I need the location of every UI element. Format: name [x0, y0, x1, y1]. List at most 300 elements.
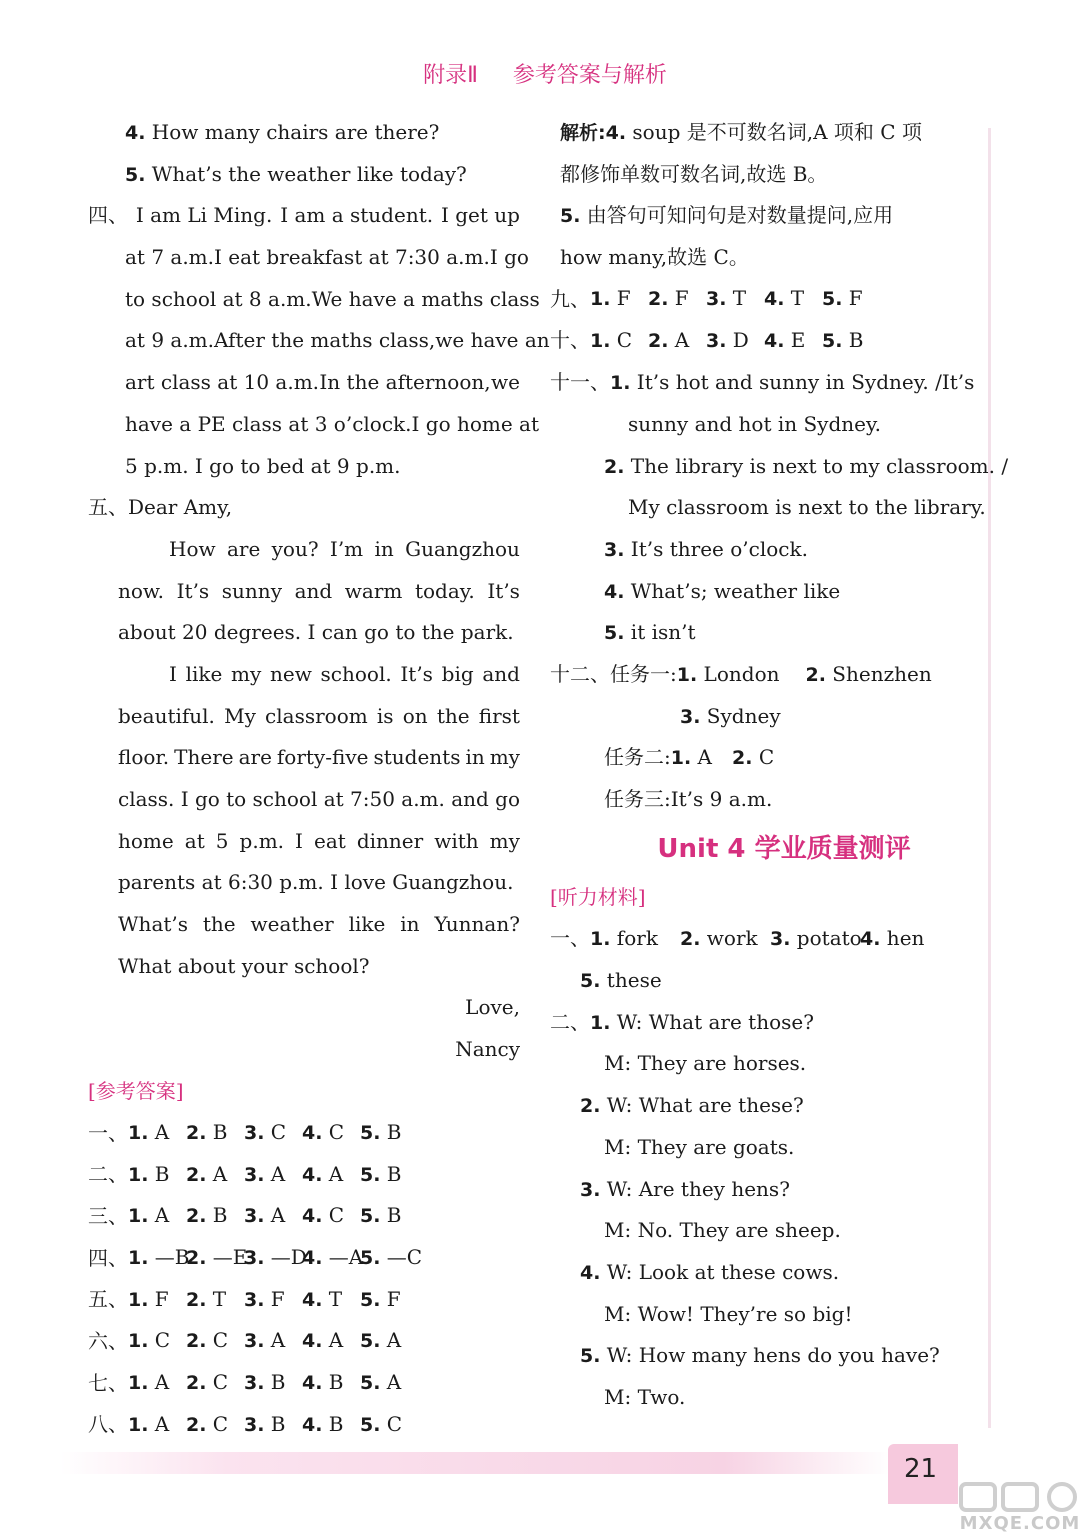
answer-item: [302, 1154, 360, 1197]
item-number: 2.: [186, 1247, 207, 1270]
answer-item: [590, 278, 648, 321]
item-number: 2.: [732, 747, 753, 770]
item-answer: F: [842, 286, 863, 311]
answer-row: [88, 1404, 520, 1446]
item-number: 3.: [770, 927, 791, 950]
item-number: 5.: [360, 1163, 381, 1186]
word: and: [482, 661, 520, 686]
item-number: 4.: [302, 1413, 323, 1436]
item-answer: B: [322, 1370, 344, 1395]
word: p.m.: [239, 828, 285, 853]
item-number: 1.: [128, 1372, 149, 1395]
answer-item: [186, 1362, 244, 1405]
passage-line: [88, 237, 529, 279]
item-number: 4.: [302, 1372, 323, 1395]
item-number: 5.: [822, 288, 843, 311]
answer-item: [360, 1112, 418, 1155]
answer-item: [590, 918, 680, 961]
item-number: 4.: [580, 1261, 601, 1284]
answer-item: [860, 918, 950, 961]
answer-item: [360, 1404, 418, 1447]
answer-line: [550, 571, 978, 613]
answer-item: [128, 1362, 186, 1405]
passage-line: [88, 404, 540, 446]
item-answer: F: [380, 1286, 401, 1311]
answer-line: [550, 529, 978, 571]
line-text: The library is next to my classroom. /: [624, 453, 1009, 478]
word: I go home at: [411, 411, 540, 436]
answer-item: [186, 1112, 244, 1155]
answer-item: [706, 278, 764, 321]
answer-item: [244, 1404, 302, 1447]
word: with: [434, 828, 479, 853]
answer-item: [302, 1279, 360, 1322]
item-answer: T: [726, 286, 747, 311]
item-answer: C: [264, 1120, 287, 1144]
letter-line: [88, 779, 520, 821]
word: I: [169, 661, 177, 686]
word: I eat breakfast at 7:30 a.m.: [214, 245, 490, 270]
word: In the afternoon,: [319, 370, 491, 395]
item-answer: T: [322, 1286, 343, 1311]
item-answer: A: [380, 1370, 402, 1395]
item-number: 5.: [560, 205, 581, 228]
section-marker: 九、: [550, 286, 590, 311]
item-answer: B: [148, 1161, 170, 1186]
section-marker: 六、: [88, 1328, 128, 1353]
answer-line: 任务三:It’s 9 a.m.: [604, 787, 773, 811]
letter-line: [88, 737, 520, 779]
page-header: [0, 58, 1090, 89]
item-number: 4.: [604, 580, 625, 603]
item-answer: A: [148, 1411, 170, 1436]
watermark-glyph-icon: [1042, 1481, 1082, 1513]
word: are: [226, 536, 261, 561]
line-text: it isn’t: [624, 620, 696, 645]
answer-line: [550, 362, 978, 404]
word: my: [489, 828, 520, 853]
answer-item: [186, 1279, 244, 1322]
line-text: 由答句可知问句是对数量提问,应用: [580, 203, 894, 228]
answer-row: [88, 1154, 520, 1196]
section-marker: 一、: [550, 926, 590, 951]
item-answer: T: [784, 286, 805, 311]
item-number: 1.: [128, 1288, 149, 1311]
item-answer: —D: [264, 1245, 307, 1270]
answer-line: sunny and hot in Sydney.: [628, 411, 881, 436]
item-number: 5.: [580, 970, 601, 993]
word: It’s: [400, 661, 433, 686]
word: I get up: [440, 203, 520, 228]
section-marker: 十一、: [550, 370, 610, 395]
answer-row: [88, 1279, 520, 1321]
word: class.: [118, 787, 175, 811]
script-line: [550, 1085, 978, 1127]
item-number: 5.: [360, 1372, 381, 1395]
word: floor.: [118, 745, 170, 770]
passage-line: 5 p.m. I go to bed at 9 p.m.: [125, 453, 401, 478]
word: my: [489, 745, 520, 770]
answer-row: [88, 1196, 520, 1238]
item-number: 3.: [244, 1205, 265, 1228]
explanation-line: [550, 195, 978, 237]
word: to: [226, 787, 247, 811]
word: my: [231, 661, 262, 686]
section-marker: 八、: [88, 1412, 128, 1437]
watermark-logo: [958, 1481, 1082, 1513]
line-text: W: Look at these cows.: [600, 1259, 840, 1284]
item-number: 4.: [860, 927, 881, 950]
section-marker: 二、: [550, 1009, 590, 1034]
answer-item: [360, 1279, 418, 1322]
answer-item: [360, 1195, 418, 1238]
item-answer: C: [206, 1411, 229, 1436]
item-number: 2.: [186, 1205, 207, 1228]
word: forty-five: [276, 745, 369, 770]
header-section-title: 参考答案与解析: [512, 63, 667, 88]
word: we have an: [435, 328, 550, 353]
answer-row: [88, 1321, 520, 1363]
item-answer: C: [148, 1328, 171, 1353]
answer-item: [128, 1279, 186, 1322]
item-number: 5.: [360, 1288, 381, 1311]
letter-line: [88, 904, 520, 946]
word: have a PE class at 3 o’clock.: [125, 411, 412, 436]
explanation-line: [550, 112, 978, 154]
item-answer: A: [691, 745, 713, 770]
left-column: [88, 112, 550, 1446]
word: at 9 a.m.: [125, 328, 215, 353]
answer-item: [302, 1237, 364, 1280]
answer-key-list: [88, 1113, 520, 1447]
item-number: 4.: [302, 1205, 323, 1228]
passage-line: [88, 195, 520, 237]
item-number: 1.: [590, 288, 611, 311]
explanation-line: 都修饰单数可数名词,故选 B。: [560, 161, 828, 186]
item-answer: B: [380, 1203, 402, 1228]
word: on: [402, 703, 428, 728]
item-number: 1.: [128, 1122, 149, 1144]
passage-line: [88, 279, 540, 321]
item-number: 5.: [822, 329, 843, 352]
answer-item: [706, 320, 764, 363]
script-line: M: They are goats.: [604, 1134, 795, 1159]
question-line: [88, 154, 520, 196]
word: go: [194, 787, 220, 811]
answer-item: [128, 1404, 186, 1447]
item-number: 3.: [244, 1122, 265, 1144]
section-marker: 十二、: [550, 661, 610, 686]
word: go: [495, 787, 520, 811]
item-answer: B: [380, 1161, 402, 1186]
word: Guangzhou: [405, 536, 520, 561]
answer-line: [550, 654, 978, 696]
line-text: Sydney: [700, 703, 781, 728]
answer-item: [186, 1404, 244, 1447]
explanation-label: 解析:: [560, 122, 606, 144]
item-number: 4.: [302, 1288, 323, 1311]
item-number: 1.: [590, 1011, 611, 1034]
item-number: 5.: [360, 1122, 381, 1144]
item-answer: London: [697, 661, 780, 686]
answer-row: [550, 320, 978, 362]
item-answer: fork: [610, 925, 658, 950]
item-number: 2.: [186, 1413, 207, 1436]
answer-item: [590, 320, 648, 363]
item-number: 3.: [706, 288, 727, 311]
answer-line: [550, 446, 1009, 488]
item-answer: B: [206, 1120, 228, 1144]
item-number: 4.: [302, 1122, 323, 1144]
item-number: 2.: [186, 1163, 207, 1186]
item-number: 2.: [648, 329, 669, 352]
item-number: 5.: [604, 622, 625, 645]
section-marker: 四、: [88, 1245, 128, 1270]
word: like: [185, 661, 223, 686]
word: home: [118, 828, 174, 853]
answer-item: [244, 1195, 302, 1238]
item-answer: —C: [380, 1245, 423, 1270]
item-answer: B: [264, 1411, 286, 1436]
line-text: W: Are they hens?: [600, 1176, 790, 1201]
footer-band: [60, 1452, 890, 1474]
task-label: 任务一:: [610, 661, 677, 686]
word: I go: [489, 245, 529, 270]
section-marker: 二、: [88, 1162, 128, 1187]
item-number: 3.: [604, 538, 625, 561]
item-answer: —B: [148, 1245, 190, 1270]
item-answer: A: [148, 1120, 170, 1144]
item-number: 2.: [805, 663, 826, 686]
item-number: 1.: [670, 747, 692, 770]
answer-item: [244, 1237, 307, 1280]
item-number: 5.: [125, 163, 146, 186]
line-text: What’s the weather like today?: [145, 161, 467, 186]
word: is: [376, 703, 394, 728]
item-answer: A: [322, 1161, 344, 1186]
item-number: 1.: [590, 927, 611, 950]
word: the: [436, 703, 470, 728]
watermark-glyph-icon: [1000, 1481, 1040, 1513]
answer-item: [244, 1362, 302, 1405]
word: now.: [118, 578, 165, 603]
word: 5: [215, 828, 229, 853]
word: sunny: [221, 578, 282, 603]
letter-line: about 20 degrees. I can go to the park.: [118, 620, 514, 645]
answer-item: [128, 1237, 190, 1280]
script-line: M: No. They are sheep.: [604, 1218, 841, 1243]
item-number: 5.: [360, 1205, 381, 1228]
item-answer: A: [206, 1161, 228, 1186]
word: After the maths class,: [214, 328, 436, 353]
line-text: these: [600, 968, 662, 993]
answer-item: [302, 1362, 360, 1405]
listening-heading: [550, 877, 978, 919]
line-text: How many chairs are there?: [145, 120, 440, 144]
word: art class at 10 a.m.: [125, 370, 320, 395]
line-text: W: How many hens do you have?: [600, 1343, 940, 1368]
item-answer: hen: [880, 925, 925, 950]
item-number: 4.: [302, 1247, 323, 1270]
word: weather: [250, 912, 334, 937]
item-number: 5.: [360, 1330, 381, 1353]
script-line: [550, 1252, 978, 1294]
word: I: [295, 828, 303, 853]
answer-item: [770, 918, 860, 961]
item-answer: —A: [322, 1245, 364, 1270]
word: and: [294, 578, 333, 603]
item-answer: C: [322, 1120, 345, 1144]
word: school.: [320, 661, 392, 686]
word: eat: [313, 828, 346, 853]
answer-line: My classroom is next to the library.: [628, 495, 986, 520]
word: we: [491, 370, 520, 395]
answer-line: [550, 737, 978, 779]
answer-item: [128, 1320, 186, 1363]
item-answer: A: [264, 1203, 286, 1228]
word: school: [252, 787, 318, 811]
word: warm: [344, 578, 403, 603]
answer-item: [244, 1154, 302, 1197]
answer-key-label: [参考答案]: [88, 1078, 184, 1103]
item-number: 3.: [680, 705, 701, 728]
unit-title: Unit 4 学业质量测评: [657, 833, 911, 864]
answer-row: [88, 1113, 520, 1155]
word: you?: [271, 536, 319, 561]
item-answer: A: [322, 1328, 344, 1353]
item-number: 3.: [244, 1247, 265, 1270]
word: 7:50 a.m.: [350, 787, 445, 811]
item-number: 4.: [605, 122, 627, 144]
item-answer: F: [610, 286, 631, 311]
item-answer: E: [784, 327, 806, 352]
word: and: [451, 787, 489, 811]
item-answer: —E: [206, 1245, 248, 1270]
word: dinner: [356, 828, 424, 853]
answer-key-heading: [88, 1071, 520, 1113]
item-answer: A: [668, 327, 690, 352]
section-marker: 一、: [88, 1120, 128, 1145]
item-answer: B: [322, 1411, 344, 1436]
word: in: [374, 536, 394, 561]
item-number: 2.: [648, 288, 669, 311]
word: There: [174, 745, 234, 770]
item-number: 4.: [302, 1330, 323, 1353]
letter-closing: Love,: [465, 995, 520, 1020]
answer-item: [822, 278, 880, 321]
word: at: [184, 828, 205, 853]
item-number: 3.: [244, 1413, 265, 1436]
answer-item: [302, 1112, 360, 1155]
item-answer: B: [206, 1203, 228, 1228]
answer-item: [186, 1237, 248, 1280]
watermark-glyph-icon: [958, 1481, 998, 1513]
letter-line: [88, 696, 520, 738]
item-number: 5.: [580, 1345, 601, 1368]
word: first: [478, 703, 520, 728]
item-answer: D: [726, 327, 749, 352]
answer-item: [186, 1320, 244, 1363]
word: students: [373, 745, 461, 770]
word: My: [224, 703, 256, 728]
script-line: [550, 1002, 978, 1044]
item-number: 5.: [360, 1247, 381, 1270]
letter-salutation: 五、Dear Amy,: [88, 495, 233, 520]
item-number: 5.: [360, 1413, 381, 1436]
letter-line: [88, 654, 520, 696]
answer-item: [648, 278, 706, 321]
item-number: 2.: [186, 1122, 207, 1144]
item-answer: B: [380, 1120, 402, 1144]
section-marker: 四、: [88, 203, 128, 228]
answer-item: [822, 320, 880, 363]
question-line: [88, 112, 520, 154]
item-number: 3.: [244, 1163, 265, 1186]
word: It’s: [487, 578, 520, 603]
item-number: 1.: [610, 372, 631, 395]
word: at 7 a.m.: [125, 245, 215, 270]
item-number: 1.: [128, 1205, 149, 1228]
answer-item: [360, 1237, 423, 1280]
item-number: 4.: [764, 329, 785, 352]
answer-item: [244, 1279, 302, 1322]
word: in: [465, 745, 485, 770]
page-number: 21: [904, 1454, 938, 1484]
item-number: 1.: [128, 1247, 149, 1270]
item-number: 1.: [590, 329, 611, 352]
answer-line: [550, 612, 978, 654]
answer-item: [128, 1154, 186, 1197]
line-text: It’s three o’clock.: [624, 536, 808, 561]
item-number: 4.: [302, 1163, 323, 1186]
answer-item: [128, 1112, 186, 1155]
item-number: 3.: [244, 1288, 265, 1311]
item-number: 3.: [244, 1372, 265, 1395]
item-number: 1.: [128, 1163, 149, 1186]
letter-line: What about your school?: [118, 953, 370, 978]
watermark: [950, 1478, 1090, 1536]
word: new: [269, 661, 312, 686]
script-line: M: Wow! They’re so big!: [604, 1301, 853, 1326]
item-answer: A: [264, 1328, 286, 1353]
word: the: [202, 912, 236, 937]
item-answer: potato: [790, 925, 862, 950]
script-line: [550, 1169, 978, 1211]
section-marker: 十、: [550, 328, 590, 353]
answer-item: [648, 320, 706, 363]
script-line: [550, 1335, 978, 1377]
word: big: [441, 661, 474, 686]
word: I’m: [329, 536, 364, 561]
answer-row: [550, 918, 978, 960]
item-number: 1.: [128, 1413, 149, 1436]
letter-line: [88, 821, 520, 863]
item-number: 1.: [128, 1330, 149, 1353]
section-marker: 五、: [88, 1287, 128, 1312]
item-answer: B: [264, 1370, 286, 1395]
answer-item: [302, 1404, 360, 1447]
word: I am Li Ming.: [135, 203, 273, 228]
answer-item: [128, 1195, 186, 1238]
item-number: 4.: [125, 122, 146, 144]
line-text: W: What are these?: [600, 1093, 804, 1118]
letter-line: [88, 529, 520, 571]
passage-line: [88, 320, 550, 362]
answer-item: [680, 918, 770, 961]
answer-row: [88, 1238, 520, 1280]
line-text: It’s hot and sunny in Sydney. /It’s: [630, 370, 975, 395]
item-answer: A: [148, 1370, 170, 1395]
